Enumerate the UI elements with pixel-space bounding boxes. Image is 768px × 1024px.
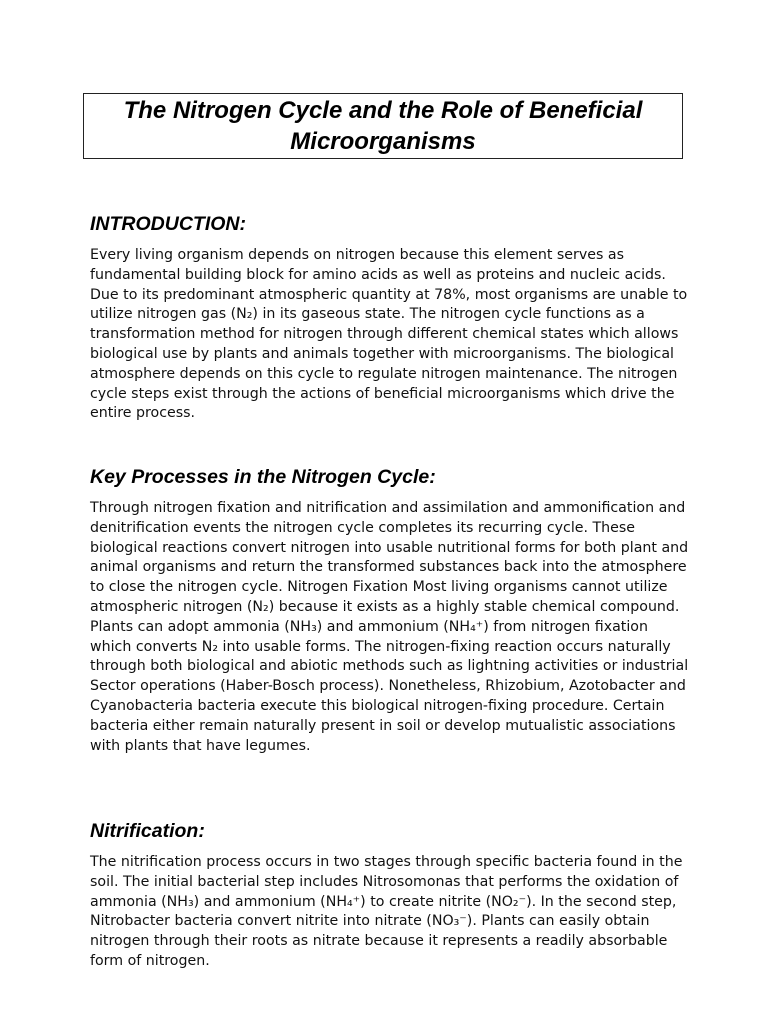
section-heading: Nitrification:	[90, 820, 205, 842]
section-introduction	[90, 212, 690, 424]
section-paragraph: Through nitrogen fixation and nitrification and assimilation and ammonification and denitrification events the nitrogen cycle completes its recurring cycle. These biological reactions convert nitrogen into usable nutritional forms for both plant and animal organisms and return the transformed substances back into the atmosphere to close the nitrogen cycle. Nitrogen Fixation Most living organisms cannot utilize atmospheric nitrogen (N₂) because it exists as a highly stable chemical compound. Plants can adopt ammonia (NH₃) and ammonium (NH₄⁺) from nitrogen fixation which converts N₂ into usable forms. The nitrogen-fixing reaction occurs naturally through both biological and abiotic methods such as lightning activities or industrial Sector operations (Haber-Bosch process). Nonetheless, Rhizobium, Azotobacter and Cyanobacteria bacteria execute this biological nitrogen-fixing procedure. Certain bacteria either remain naturally present in soil or develop mutualistic associations with plants that have legumes.	[90, 500, 689, 754]
section-heading: Key Processes in the Nitrogen Cycle:	[90, 466, 436, 488]
section-heading: INTRODUCTION:	[90, 213, 246, 235]
section-nitrification	[90, 819, 690, 972]
section-paragraph: The nitrification process occurs in two stages through specific bacteria found in the soil. The initial bacterial step includes Nitrosomonas that performs the oxidation of ammonia (NH₃) and ammonium (NH₄⁺) to create nitrite (NO₂⁻). In the second step, Nitrobacter bacteria convert nitrite into nitrate (NO₃⁻). Plants can easily obtain nitrogen through their roots as nitrate because it represents a readily absorbable form of nitrogen.	[90, 854, 683, 969]
document-title: The Nitrogen Cycle and the Role of Beneficial Microorganisms	[123, 97, 643, 155]
title-box	[83, 93, 683, 159]
section-paragraph: Every living organism depends on nitrogen because this element serves as fundamental building block for amino acids as well as proteins and nucleic acids. Due to its predominant atmospheric quantity at 78%, most organisms are unable to utilize nitrogen gas (N₂) in its gaseous state. The nitrogen cycle functions as a transformation method for nitrogen through different chemical states which allows biological use by plants and animals together with microorganisms. The biological atmosphere depends on this cycle to regulate nitrogen maintenance. The nitrogen cycle steps exist through the actions of beneficial microorganisms which drive the entire process.	[90, 247, 688, 422]
section-key-processes	[90, 465, 690, 756]
